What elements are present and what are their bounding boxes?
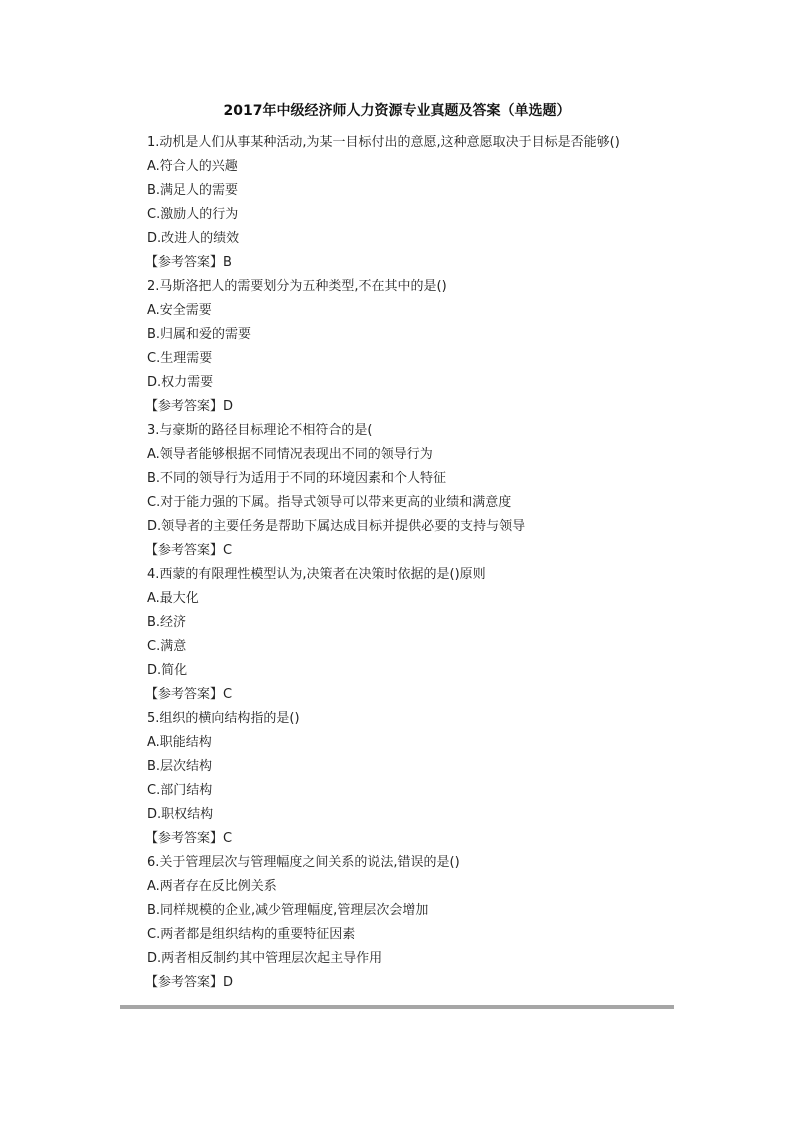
option-a: A.最大化 (147, 591, 199, 606)
question-list (147, 131, 747, 995)
option-c: C.部门结构 (147, 783, 213, 798)
question-stem: 6.关于管理层次与管理幅度之间关系的说法,错误的是() (147, 855, 460, 870)
question-stem: 4.西蒙的有限理性模型认为,决策者在决策时依据的是()原则 (147, 567, 486, 582)
reference-answer (147, 683, 747, 707)
reference-answer (147, 971, 747, 995)
reference-answer (147, 251, 747, 275)
option-c: C.生理需要 (147, 351, 213, 366)
option-a: A.安全需要 (147, 303, 212, 318)
reference-answer-text: 【参考答案】C (145, 831, 233, 846)
question-stem: 2.马斯洛把人的需要划分为五种类型,不在其中的是() (147, 279, 447, 294)
option-a: A.符合人的兴趣 (147, 159, 238, 174)
option-b: B.层次结构 (147, 759, 213, 774)
option-a: A.两者存在反比例关系 (147, 879, 277, 894)
question-block (147, 275, 747, 419)
option-d: D.领导者的主要任务是帮助下属达成目标并提供必要的支持与领导 (147, 519, 526, 534)
option-c: C.对于能力强的下属。指导式领导可以带来更高的业绩和满意度 (147, 495, 512, 510)
option-b: B.经济 (147, 615, 187, 630)
option-d: D.两者相反制约其中管理层次起主导作用 (147, 951, 383, 966)
reference-answer-text: 【参考答案】B (145, 255, 232, 270)
option-c: C.满意 (147, 639, 187, 654)
question-stem: 3.与豪斯的路径目标理论不相符合的是( (147, 423, 373, 438)
option-d: D.职权结构 (147, 807, 214, 822)
question-stem: 1.动机是人们从事某种活动,为某一目标付出的意愿,这种意愿取决于目标是否能够() (147, 135, 620, 150)
page-title: 2017年中级经济师人力资源专业真题及答案（单选题） (223, 103, 571, 119)
option-c: C.两者都是组织结构的重要特征因素 (147, 927, 356, 942)
question-block (147, 131, 747, 275)
option-c: C.激励人的行为 (147, 207, 239, 222)
question-stem: 5.组织的横向结构指的是() (147, 711, 300, 726)
question-block (147, 707, 747, 851)
option-b: B.同样规模的企业,减少管理幅度,管理层次会增加 (147, 903, 429, 918)
question-block (147, 563, 747, 707)
option-a: A.职能结构 (147, 735, 212, 750)
option-b: B.归属和爱的需要 (147, 327, 252, 342)
question-block (147, 419, 747, 563)
reference-answer-text: 【参考答案】D (145, 975, 234, 990)
option-d: D.简化 (147, 663, 188, 678)
option-b: B.不同的领导行为适用于不同的环境因素和个人特征 (147, 471, 447, 486)
reference-answer (147, 395, 747, 419)
reference-answer-text: 【参考答案】D (145, 399, 234, 414)
option-d: D.改进人的绩效 (147, 231, 240, 246)
reference-answer (147, 827, 747, 851)
reference-answer-text: 【参考答案】C (145, 543, 233, 558)
reference-answer-text: 【参考答案】C (145, 687, 233, 702)
option-b: B.满足人的需要 (147, 183, 239, 198)
page-bottom-divider (120, 1005, 674, 1009)
option-d: D.权力需要 (147, 375, 214, 390)
question-block (147, 851, 747, 995)
reference-answer (147, 539, 747, 563)
option-a: A.领导者能够根据不同情况表现出不同的领导行为 (147, 447, 433, 462)
